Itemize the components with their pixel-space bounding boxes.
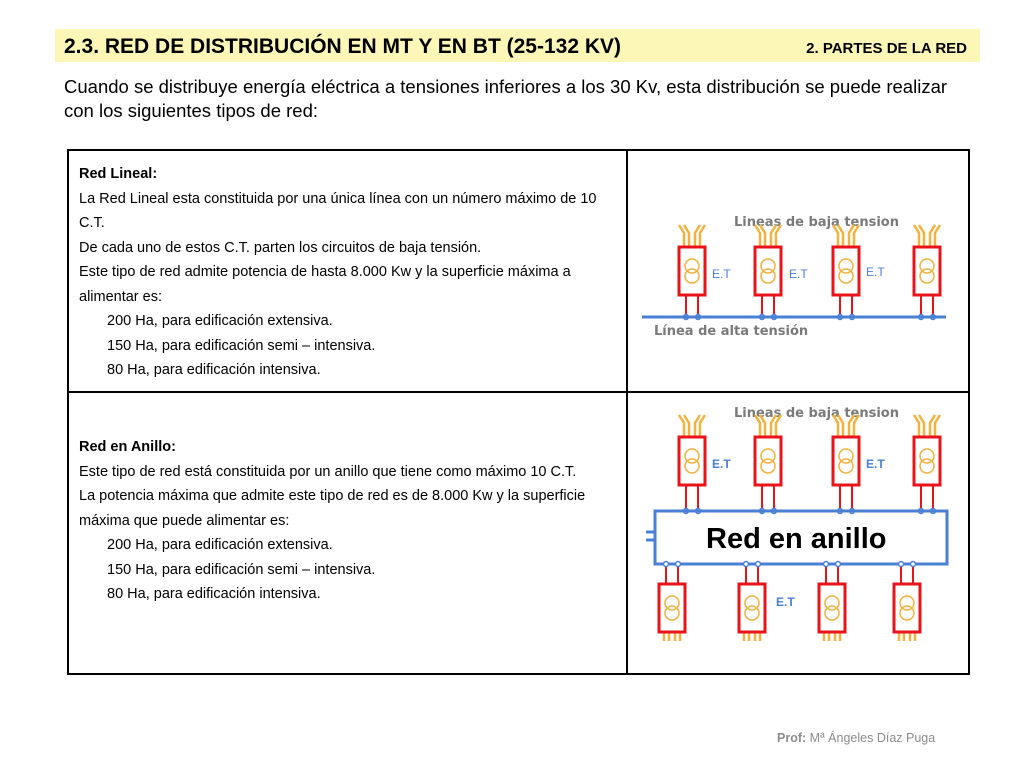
low-voltage-feeder bbox=[679, 225, 684, 247]
ct-box bbox=[739, 584, 765, 632]
et-label: E.T bbox=[712, 267, 731, 281]
section-label: 2. PARTES DE LA RED bbox=[806, 40, 967, 57]
ct-terminal bbox=[664, 562, 669, 567]
et-label: E.T bbox=[776, 595, 795, 609]
ct-box bbox=[755, 247, 781, 295]
author-name: Mª Ángeles Díaz Puga bbox=[809, 731, 936, 745]
et-label: E.T bbox=[866, 457, 885, 471]
page-title: 2.3. RED DE DISTRIBUCIÓN EN MT Y EN BT (25-132 KV) bbox=[64, 35, 622, 58]
lineal-line: Este tipo de red admite potencia de hasta 8.000 Kw y la superficie máxima a alimentar es: bbox=[79, 264, 571, 305]
table-column-divider bbox=[626, 151, 628, 673]
table-row-divider bbox=[69, 391, 968, 393]
low-voltage-feeder bbox=[935, 225, 940, 247]
ct-terminal bbox=[911, 562, 916, 567]
transformer-station bbox=[833, 415, 859, 485]
lineal-high-label: Línea de alta tensión bbox=[654, 324, 809, 339]
anillo-title: Red en Anillo: bbox=[79, 439, 176, 455]
low-voltage-feeder bbox=[679, 415, 684, 437]
author-credit bbox=[777, 731, 935, 745]
anillo-description bbox=[79, 435, 619, 607]
ct-box bbox=[819, 584, 845, 632]
ct-terminal bbox=[836, 562, 841, 567]
lineal-item: 80 Ha, para edificación intensiva. bbox=[107, 362, 321, 378]
ct-box bbox=[679, 247, 705, 295]
transformer-station bbox=[894, 584, 920, 641]
lineal-title: Red Lineal: bbox=[79, 166, 158, 182]
ct-box bbox=[755, 437, 781, 485]
intro-text: Cuando se distribuye energía eléctrica a tensiones inferiores a los 30 Kv, esta distribución se puede realizar con los siguientes tipos de red: bbox=[64, 76, 948, 121]
ct-box bbox=[914, 437, 940, 485]
ct-box bbox=[679, 437, 705, 485]
network-types-table bbox=[67, 149, 970, 675]
et-label: E.T bbox=[789, 267, 808, 281]
lineal-line: La Red Lineal esta constituida por una única línea con un número máximo de 10 C.T. bbox=[79, 190, 597, 231]
transformer-station bbox=[914, 225, 940, 295]
lineal-network-diagram bbox=[634, 206, 964, 346]
transformer-station bbox=[914, 415, 940, 485]
ct-terminal bbox=[744, 562, 749, 567]
ct-box bbox=[659, 584, 685, 632]
transformer-station bbox=[833, 225, 859, 295]
anillo-low-label: Lineas de baja tension bbox=[734, 406, 899, 421]
ring-label: Red en anillo bbox=[706, 523, 887, 555]
low-voltage-feeder bbox=[700, 415, 705, 437]
ct-box bbox=[833, 437, 859, 485]
transformer-station bbox=[679, 225, 705, 295]
low-voltage-feeder bbox=[914, 225, 919, 247]
ct-terminal bbox=[824, 562, 829, 567]
header-bar bbox=[55, 29, 980, 62]
anillo-item: 80 Ha, para edificación intensiva. bbox=[107, 586, 321, 602]
anillo-line: La potencia máxima que admite este tipo de red es de 8.000 Kw y la superficie máxima que puede alimentar es: bbox=[79, 488, 586, 529]
lineal-description bbox=[79, 162, 619, 383]
anillo-line: Este tipo de red está constituida por un anillo que tiene como máximo 10 C.T. bbox=[79, 463, 577, 480]
ct-box bbox=[914, 247, 940, 295]
author-prefix: Prof: bbox=[777, 731, 807, 745]
anillo-item: 200 Ha, para edificación extensiva. bbox=[107, 537, 333, 553]
lineal-line: De cada uno de estos C.T. parten los circuitos de baja tensión. bbox=[79, 239, 482, 256]
low-voltage-feeder bbox=[914, 415, 919, 437]
ct-terminal bbox=[899, 562, 904, 567]
low-voltage-feeder bbox=[700, 225, 705, 247]
lineal-item: 150 Ha, para edificación semi – intensiva. bbox=[107, 337, 376, 354]
transformer-station bbox=[679, 415, 705, 485]
transformer-station bbox=[755, 225, 781, 295]
transformer-station bbox=[659, 584, 685, 641]
transformer-station bbox=[819, 584, 845, 641]
ring-network-diagram bbox=[634, 401, 964, 641]
ct-terminal bbox=[676, 562, 681, 567]
et-label: E.T bbox=[866, 265, 885, 279]
transformer-station bbox=[755, 415, 781, 485]
lineal-item: 200 Ha, para edificación extensiva. bbox=[107, 313, 333, 329]
anillo-item: 150 Ha, para edificación semi – intensiva. bbox=[107, 561, 376, 578]
ct-box bbox=[894, 584, 920, 632]
low-voltage-feeder bbox=[935, 415, 940, 437]
et-label: E.T bbox=[712, 457, 731, 471]
ct-box bbox=[833, 247, 859, 295]
lineal-low-label: Lineas de baja tension bbox=[734, 215, 899, 230]
transformer-station bbox=[739, 584, 765, 641]
ct-terminal bbox=[756, 562, 761, 567]
